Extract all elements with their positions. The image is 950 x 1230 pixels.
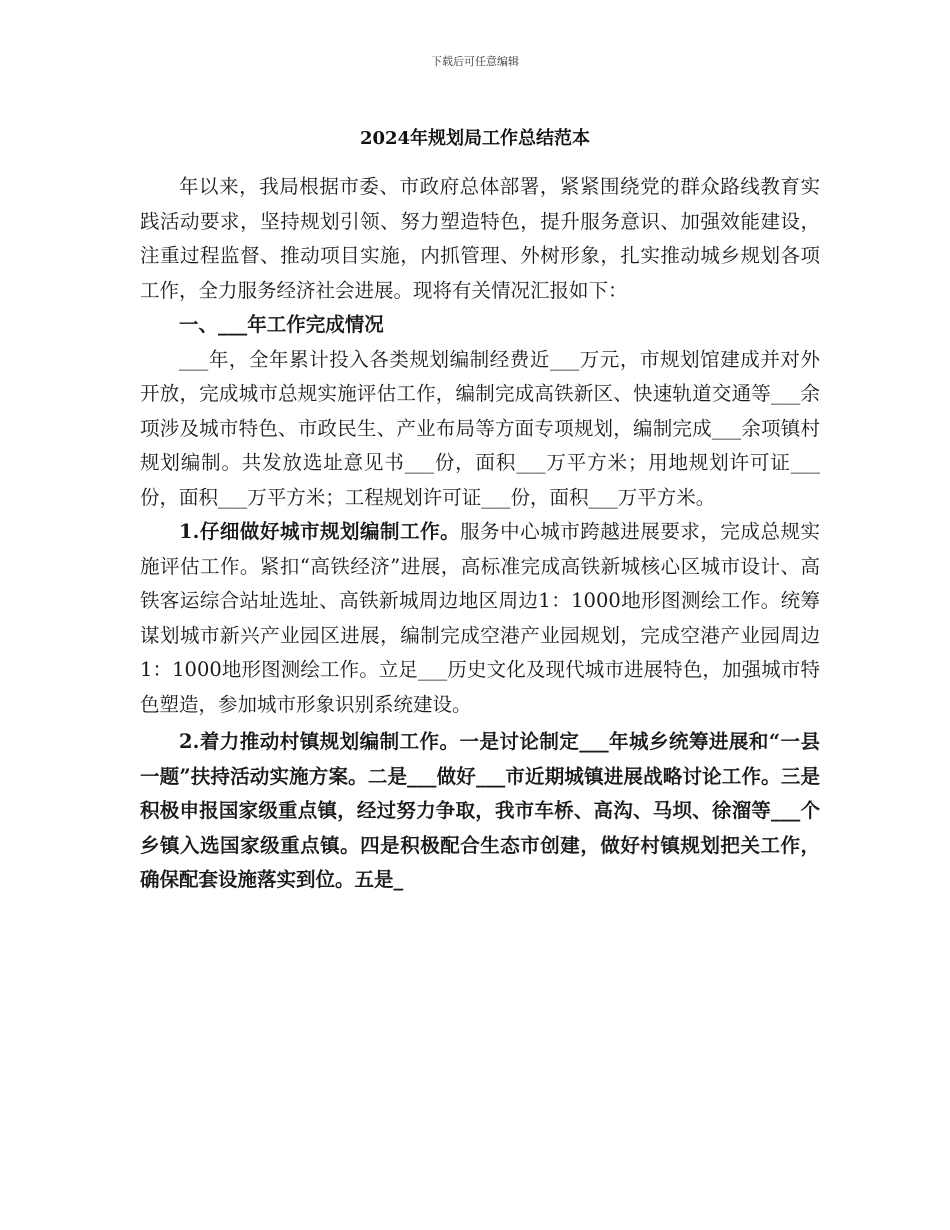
header-note: 下载后可任意编辑 xyxy=(431,55,519,68)
intro-paragraph: 年以来，我局根据市委、市政府总体部署，紧紧围绕党的群众路线教育实践活动要求，坚持规划引领、努力塑造特色，提升服务意识、加强效能建设，注重过程监督、推动项目实施，内抓管理、外树形象，扎实推动城乡规划各项工作，全力服务经济社会进展。现将有关情况汇报如下： xyxy=(140,175,820,302)
document-title: 2024年规划局工作总结范本 xyxy=(359,128,591,149)
section-paragraph: ___年，全年累计投入各类规划编制经费近___万元，市规划馆建成并对外开放，完成城市总规实施评估工作，编制完成高铁新区、快速轨道交通等___余项涉及城市特色、市政民生、产业布局等方面专项规划，编制完成___余项镇村规划编制。共发放选址意见书___份，面积___万平方米；用地规划许可证___份，面积___万平方米；工程规划许可证___份，面积___万平方米。 xyxy=(140,347,820,509)
section-heading: 一、___年工作完成情况 xyxy=(179,313,384,336)
item-1-paragraph xyxy=(140,515,820,722)
item-1-body: 服务中心城市跨越进展要求，完成总规实施评估工作。紧扣“高铁经济”进展，高标准完成高铁新城核心区城市设计、高铁客运综合站址选址、高铁新城周边地区周边1：1000地形图测绘工作。统筹谋划城市新兴产业园区进展，编制完成空港产业园规划，完成空港产业园周边1：1000地形图测绘工作。立足___历史文化及现代城市进展特色，加强城市特色塑造，参加城市形象识别系统建设。 xyxy=(140,520,820,716)
item-2-paragraph: 2.着力推动村镇规划编制工作。一是讨论制定___年城乡统筹进展和“一县一题”扶持活动实施方案。二是___做好___市近期城镇进展战略讨论工作。三是积极申报国家级重点镇，经过努力争取，我市车桥、高沟、马坝、徐溜等___个乡镇入选国家级重点镇。四是积极配合生态市创建，做好村镇规划把关工作，确保配套设施落实到位。五是_ xyxy=(140,730,820,891)
document-body xyxy=(140,170,820,898)
item-1-lead: 1.仔细做好城市规划编制工作。 xyxy=(179,520,461,543)
